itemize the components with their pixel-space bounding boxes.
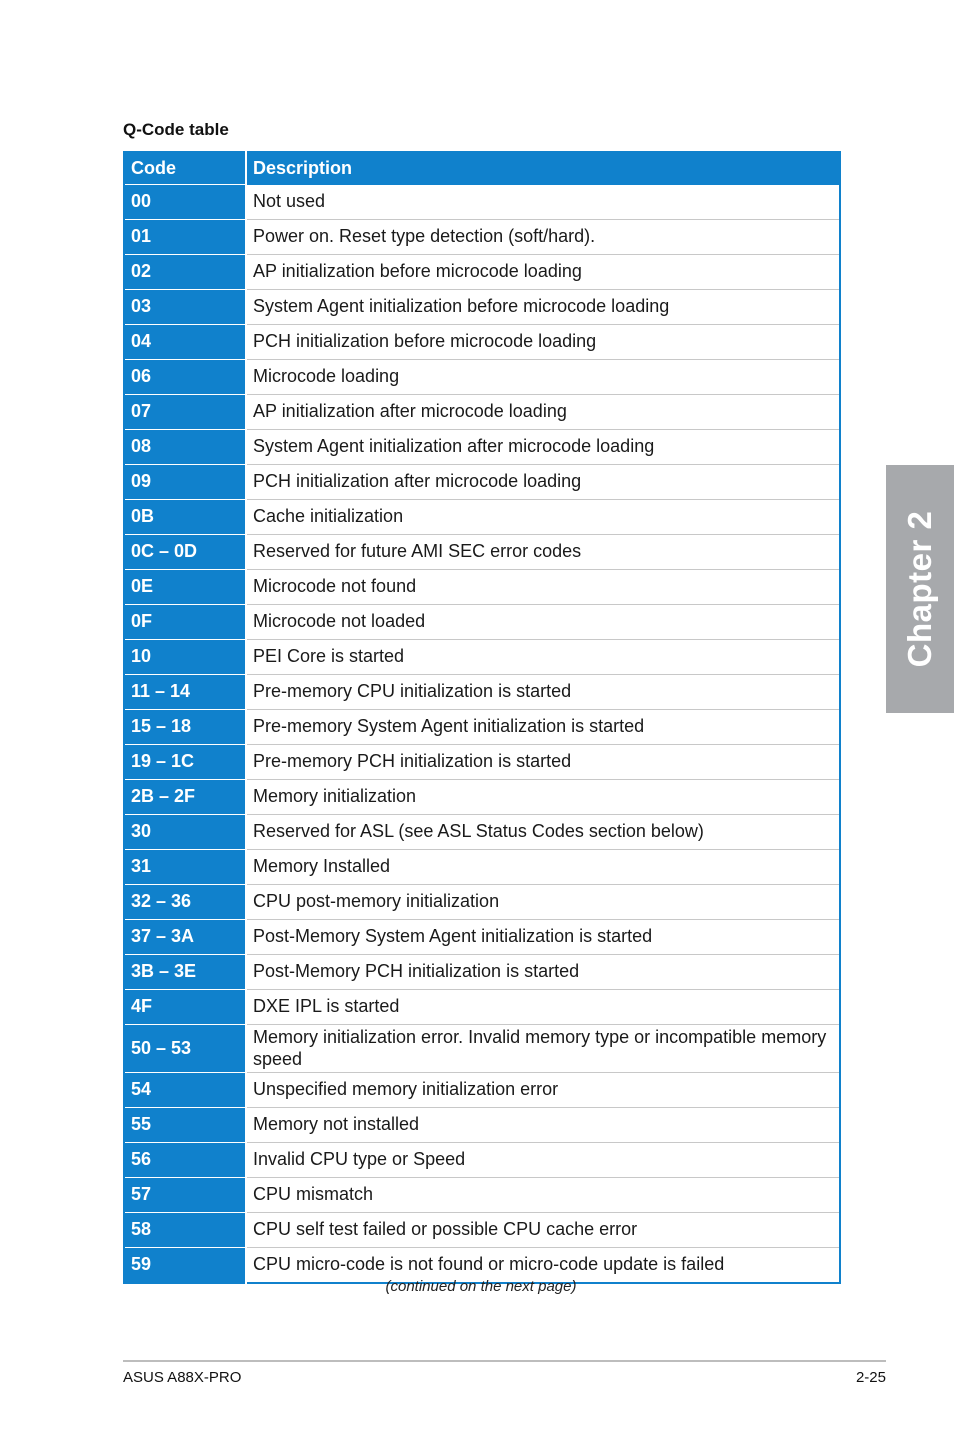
description-cell: Microcode not loaded xyxy=(246,605,840,640)
code-cell: 3B – 3E xyxy=(124,955,246,990)
code-cell: 19 – 1C xyxy=(124,745,246,780)
code-cell: 0C – 0D xyxy=(124,535,246,570)
table-row xyxy=(124,920,840,955)
description-cell: PCH initialization before microcode loading xyxy=(246,325,840,360)
description-cell: Post-Memory PCH initialization is started xyxy=(246,955,840,990)
description-cell: PCH initialization after microcode loading xyxy=(246,465,840,500)
description-cell: CPU self test failed or possible CPU cache error xyxy=(246,1213,840,1248)
code-cell: 54 xyxy=(124,1073,246,1108)
code-cell: 11 – 14 xyxy=(124,675,246,710)
description-cell: Memory Installed xyxy=(246,850,840,885)
table-body xyxy=(124,185,840,1284)
table-header-row xyxy=(124,152,840,185)
table-row xyxy=(124,360,840,395)
code-cell: 37 – 3A xyxy=(124,920,246,955)
table-row xyxy=(124,885,840,920)
footer-divider xyxy=(123,1360,886,1362)
code-cell: 15 – 18 xyxy=(124,710,246,745)
table-row xyxy=(124,850,840,885)
table-row xyxy=(124,815,840,850)
table-row xyxy=(124,1073,840,1108)
code-cell: 07 xyxy=(124,395,246,430)
code-cell: 03 xyxy=(124,290,246,325)
description-cell: Pre-memory PCH initialization is started xyxy=(246,745,840,780)
chapter-tab xyxy=(886,465,954,713)
footer-product-name: ASUS A88X-PRO xyxy=(123,1369,242,1386)
table-row xyxy=(124,990,840,1025)
code-cell: 00 xyxy=(124,185,246,220)
description-cell: Power on. Reset type detection (soft/hard). xyxy=(246,220,840,255)
table-row xyxy=(124,955,840,990)
description-cell: DXE IPL is started xyxy=(246,990,840,1025)
code-cell: 01 xyxy=(124,220,246,255)
code-cell: 56 xyxy=(124,1143,246,1178)
code-cell: 06 xyxy=(124,360,246,395)
code-cell: 50 – 53 xyxy=(124,1025,246,1073)
code-cell: 10 xyxy=(124,640,246,675)
table-row xyxy=(124,1025,840,1073)
table-row xyxy=(124,780,840,815)
description-cell: Memory initialization xyxy=(246,780,840,815)
description-cell: Reserved for future AMI SEC error codes xyxy=(246,535,840,570)
code-cell: 0B xyxy=(124,500,246,535)
table-row xyxy=(124,535,840,570)
description-cell: CPU mismatch xyxy=(246,1178,840,1213)
code-cell: 09 xyxy=(124,465,246,500)
table-row xyxy=(124,290,840,325)
section-title: Q-Code table xyxy=(123,120,229,139)
code-cell: 57 xyxy=(124,1178,246,1213)
code-cell: 08 xyxy=(124,430,246,465)
description-cell: Cache initialization xyxy=(246,500,840,535)
description-cell: Pre-memory System Agent initialization is started xyxy=(246,710,840,745)
table-row xyxy=(124,395,840,430)
qcode-table xyxy=(123,151,841,1284)
description-cell: Microcode not found xyxy=(246,570,840,605)
code-cell: 55 xyxy=(124,1108,246,1143)
description-cell: AP initialization after microcode loading xyxy=(246,395,840,430)
table-row xyxy=(124,500,840,535)
continued-note: (continued on the next page) xyxy=(385,1278,577,1295)
table-row xyxy=(124,675,840,710)
code-cell: 58 xyxy=(124,1213,246,1248)
code-cell: 2B – 2F xyxy=(124,780,246,815)
code-cell: 30 xyxy=(124,815,246,850)
code-cell: 04 xyxy=(124,325,246,360)
table-row xyxy=(124,570,840,605)
code-cell: 0E xyxy=(124,570,246,605)
description-cell: Not used xyxy=(246,185,840,220)
column-header-code: Code xyxy=(124,152,246,185)
description-cell: AP initialization before microcode loading xyxy=(246,255,840,290)
description-cell: Microcode loading xyxy=(246,360,840,395)
table-row xyxy=(124,710,840,745)
description-cell: Unspecified memory initialization error xyxy=(246,1073,840,1108)
code-cell: 31 xyxy=(124,850,246,885)
description-cell: Pre-memory CPU initialization is started xyxy=(246,675,840,710)
table-row xyxy=(124,430,840,465)
description-cell: Post-Memory System Agent initialization is started xyxy=(246,920,840,955)
chapter-tab-label: Chapter 2 xyxy=(901,510,938,668)
description-cell: CPU micro-code is not found or micro-code update is failed xyxy=(246,1248,840,1284)
table-row xyxy=(124,1178,840,1213)
table-row xyxy=(124,1143,840,1178)
table-row xyxy=(124,745,840,780)
column-header-description: Description xyxy=(246,152,840,185)
description-cell: CPU post-memory initialization xyxy=(246,885,840,920)
code-cell: 02 xyxy=(124,255,246,290)
description-cell: PEI Core is started xyxy=(246,640,840,675)
table-row xyxy=(124,465,840,500)
table-row xyxy=(124,1213,840,1248)
description-cell: Reserved for ASL (see ASL Status Codes section below) xyxy=(246,815,840,850)
footer-page-number: 2-25 xyxy=(855,1369,886,1386)
description-cell: Memory initialization error. Invalid memory type or incompatible memory speed xyxy=(246,1025,840,1073)
table-row xyxy=(124,255,840,290)
description-cell: Invalid CPU type or Speed xyxy=(246,1143,840,1178)
description-cell: System Agent initialization after microcode loading xyxy=(246,430,840,465)
code-cell: 4F xyxy=(124,990,246,1025)
code-cell: 32 – 36 xyxy=(124,885,246,920)
code-cell: 0F xyxy=(124,605,246,640)
table-row xyxy=(124,325,840,360)
table-row xyxy=(124,185,840,220)
table-row xyxy=(124,1108,840,1143)
description-cell: Memory not installed xyxy=(246,1108,840,1143)
table-row xyxy=(124,220,840,255)
table-row xyxy=(124,605,840,640)
description-cell: System Agent initialization before microcode loading xyxy=(246,290,840,325)
table-row xyxy=(124,640,840,675)
code-cell: 59 xyxy=(124,1248,246,1284)
